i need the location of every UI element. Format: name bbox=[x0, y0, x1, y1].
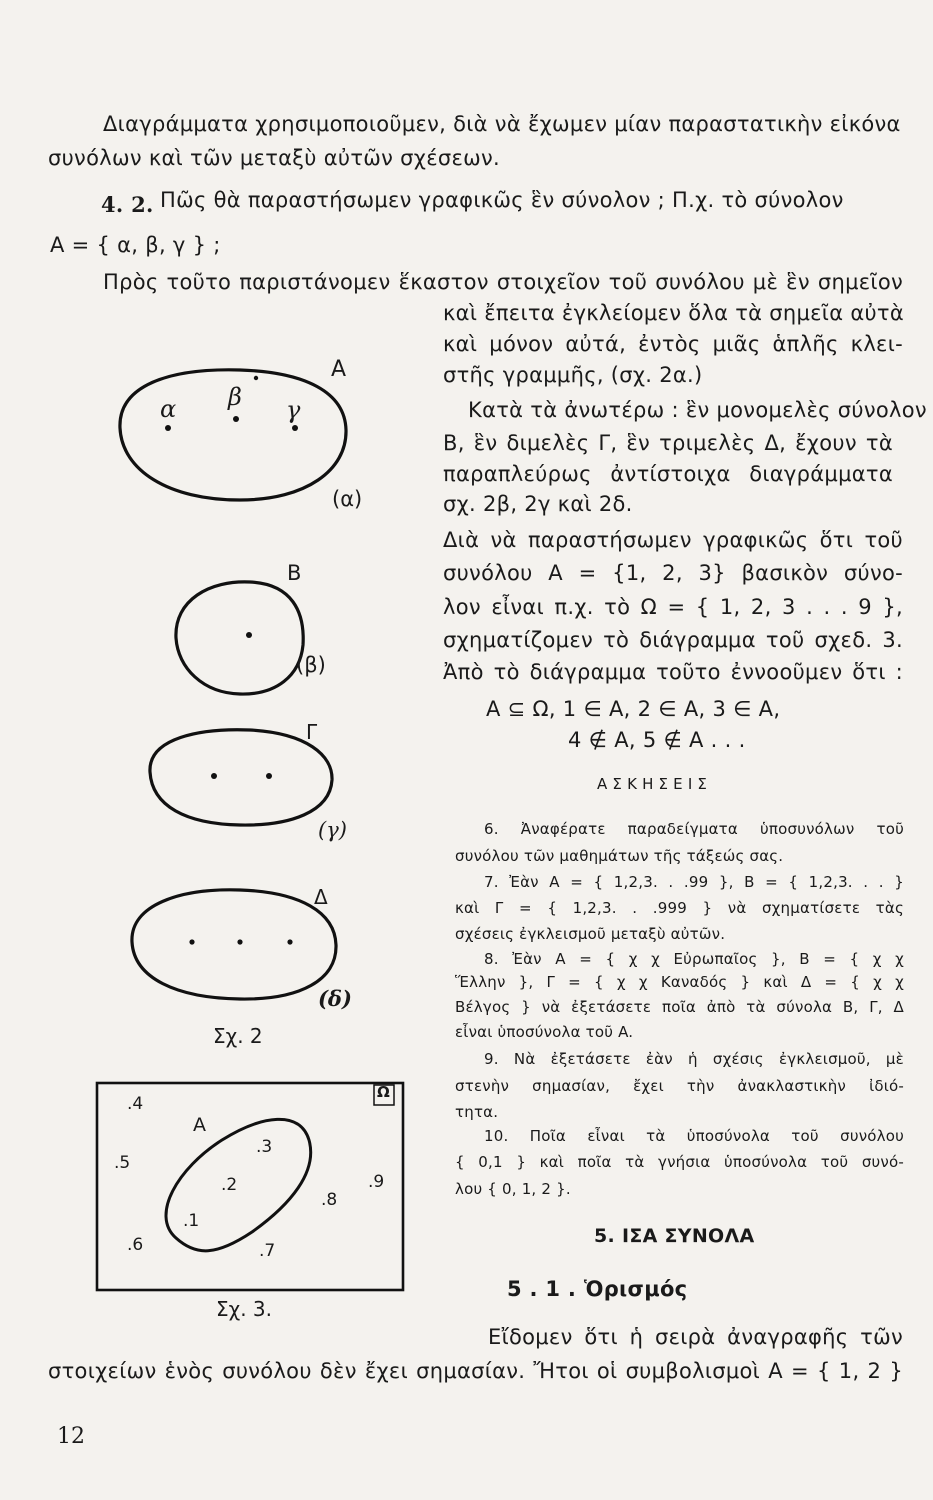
fig3-set-a-curve bbox=[166, 1119, 311, 1250]
exercises-heading: Α Σ Κ Η Σ Ε Ι Σ bbox=[597, 775, 708, 793]
fig2a-caption: (α) bbox=[332, 487, 363, 511]
fig2c-closed-curve bbox=[150, 730, 332, 825]
fig3-set-a-label: A bbox=[193, 1114, 206, 1136]
fig2c-set-label: Γ bbox=[306, 720, 318, 744]
para3-line-2: συνόλου A = {1, 2, 3} βασικὸν σύνο- bbox=[443, 561, 903, 585]
fig2a-point-alpha bbox=[165, 425, 171, 431]
fig3-universe-label: Ω bbox=[377, 1083, 390, 1101]
exercise-9-line-1: 9. Νὰ ἐξετάσετε ἐὰν ἡ σχέσις ἐγκλεισμοῦ, μὲ bbox=[484, 1050, 904, 1068]
para4-line-2: στοιχείων ἑνὸς συνόλου δὲν ἔχει σημασίαν. Ἤτοι οἱ συμβολισμοὶ A = { 1, 2 } bbox=[48, 1359, 903, 1383]
fig2d-point-3 bbox=[287, 939, 292, 944]
fig2d-point-1 bbox=[189, 939, 194, 944]
exercise-8-line-2: Ἕλλην }, Γ = { χ χ Καναδός } καὶ Δ = { χ χ bbox=[455, 973, 904, 991]
fig2c-point-1 bbox=[211, 773, 217, 779]
exercise-8-line-1: 8. Ἐὰν A = { χ χ Εὐρωπαῖος }, B = { χ χ bbox=[484, 950, 904, 968]
para3-line-5: Ἀπὸ τὸ διάγραμμα τοῦτο ἐννοοῦμεν ὅτι : bbox=[443, 660, 903, 684]
exercise-8-line-3: Βέλγος } νὰ ἐξετάσετε ποῖα ἀπὸ τὰ σύνολα B, Γ, Δ bbox=[455, 998, 904, 1016]
fig3-elem-4: .4 bbox=[127, 1094, 144, 1114]
fig2b-point bbox=[246, 632, 252, 638]
fig2b-set-label: B bbox=[287, 561, 302, 585]
fig2a-elem-gamma: γ bbox=[286, 396, 301, 424]
fig2b-caption: (β) bbox=[296, 653, 326, 677]
para3-line-3: λον εἶναι π.χ. τὸ Ω = { 1, 2, 3 . . . 9 }, bbox=[443, 595, 903, 619]
intro-line-2: συνόλων καὶ τῶν μεταξὺ αὐτῶν σχέσεων. bbox=[48, 146, 500, 170]
fig3-elem-8: .8 bbox=[321, 1190, 338, 1210]
exercise-7-line-1: 7. Ἐὰν A = { 1,2,3. . .99 }, B = { 1,2,3. . . } bbox=[484, 873, 904, 891]
fig2c-point-2 bbox=[266, 773, 272, 779]
exercise-9-line-3: τητα. bbox=[455, 1103, 499, 1121]
para2-line-4: σχ. 2β, 2γ καὶ 2δ. bbox=[443, 492, 633, 516]
fig2a-elem-beta: β bbox=[228, 383, 242, 411]
section-5-heading: 5. ΙΣΑ ΣΥΝΟΛΑ bbox=[594, 1225, 755, 1247]
fig3-elem-7: .7 bbox=[259, 1241, 276, 1261]
fig3-elem-6: .6 bbox=[127, 1235, 144, 1255]
exercise-10-line-3: λου { 0, 1, 2 }. bbox=[455, 1180, 571, 1198]
exercise-10-line-2: { 0,1 } καὶ ποῖα τὰ γνήσια ὑποσύνολα τοῦ συνό- bbox=[455, 1153, 904, 1171]
para2-line-1: Κατὰ τὰ ἀνωτέρω : ἓν μονομελὲς σύνολον bbox=[468, 398, 927, 422]
exercise-6-line-2: συνόλου τῶν μαθημάτων τῆς τάξεώς σας. bbox=[455, 847, 784, 865]
fig2d-point-2 bbox=[237, 939, 242, 944]
relations-line-1: A ⊆ Ω, 1 ∈ A, 2 ∈ A, 3 ∈ A, bbox=[486, 697, 781, 721]
intro-line-1: Διαγράμματα χρησιμοποιοῦμεν, διὰ νὰ ἔχωμεν μίαν παραστατικὴν εἰκόνα bbox=[103, 112, 901, 136]
fig3-elem-3: .3 bbox=[256, 1137, 273, 1157]
fig2b-closed-curve bbox=[176, 582, 303, 694]
para2-line-3: παραπλεύρως ἀντίστοιχα διαγράμματα bbox=[443, 462, 893, 486]
exercise-8-line-4: εἶναι ὑποσύνολα τοῦ A. bbox=[455, 1023, 634, 1041]
fig2a-point-beta bbox=[233, 416, 239, 422]
fig2-caption: Σχ. 2 bbox=[213, 1024, 263, 1048]
fig3-elem-9: .9 bbox=[368, 1172, 385, 1192]
para1-line-4: στῆς γραμμῆς, (σχ. 2α.) bbox=[443, 363, 703, 387]
fig2a-point-top bbox=[254, 376, 258, 380]
para3-line-4: σχηματίζομεν τὸ διάγραμμα τοῦ σχεδ. 3. bbox=[443, 628, 903, 652]
fig3-elem-2: .2 bbox=[221, 1175, 238, 1195]
fig2c-caption: (γ) bbox=[318, 818, 347, 842]
fig2a-set-label: A bbox=[331, 357, 347, 382]
set-a-definition: A = { α, β, γ } ; bbox=[50, 233, 221, 257]
fig2d-set-label: Δ bbox=[314, 885, 328, 909]
section-5-1-heading: 5 . 1 . Ὁρισμός bbox=[507, 1277, 688, 1301]
exercise-10-line-1: 10. Ποῖα εἶναι τὰ ὑποσύνολα τοῦ συνόλου bbox=[484, 1127, 904, 1145]
fig2a-point-gamma bbox=[292, 425, 298, 431]
section-4-2-number: 4. 2. bbox=[101, 192, 154, 217]
fig2d-closed-curve bbox=[132, 890, 336, 999]
page-number: 12 bbox=[57, 1424, 85, 1449]
para1-line-3: καὶ μόνον αὐτά, ἐντὸς μιᾶς ἁπλῆς κλει- bbox=[443, 332, 903, 356]
para1-line-1: Πρὸς τοῦτο παριστάνομεν ἕκαστον στοιχεῖον τοῦ συνόλου μὲ ἓν σημεῖον bbox=[103, 270, 903, 294]
para4-line-1: Εἴδομεν ὅτι ἡ σειρὰ ἀναγραφῆς τῶν bbox=[488, 1325, 903, 1349]
exercise-7-line-3: σχέσεις ἐγκλεισμοῦ μεταξὺ αὐτῶν. bbox=[455, 925, 726, 943]
fig3-elem-1: .1 bbox=[183, 1211, 200, 1231]
exercise-7-line-2: καὶ Γ = { 1,2,3. . .999 } νὰ σχηματίσετε τὰς bbox=[455, 899, 904, 917]
section-4-2-question: Πῶς θὰ παραστήσωμεν γραφικῶς ἓν σύνολον ; Π.χ. τὸ σύνολον bbox=[160, 188, 844, 212]
para2-line-2: Β, ἓν διμελὲς Γ, ἓν τριμελὲς Δ, ἔχουν τὰ bbox=[443, 431, 893, 455]
para1-line-2: καὶ ἔπειτα ἐγκλείομεν ὅλα τὰ σημεῖα αὐτὰ bbox=[443, 301, 905, 325]
exercise-9-line-2: στενὴν σημασίαν, ἔχει τὴν ἀνακλαστικὴν ἰδιό- bbox=[455, 1077, 904, 1095]
fig3-elem-5: .5 bbox=[114, 1153, 131, 1173]
relations-line-2: 4 ∉ A, 5 ∉ A . . . bbox=[568, 728, 746, 752]
fig2d-caption: (δ) bbox=[318, 986, 352, 1011]
exercise-6-line-1: 6. Ἀναφέρατε παραδείγματα ὑποσυνόλων τοῦ bbox=[484, 820, 904, 838]
para3-line-1: Διὰ νὰ παραστήσωμεν γραφικῶς ὅτι τοῦ bbox=[443, 528, 903, 552]
fig3-universe-box bbox=[97, 1083, 403, 1290]
fig3-caption: Σχ. 3. bbox=[216, 1297, 272, 1321]
fig2a-elem-alpha: α bbox=[160, 395, 177, 423]
